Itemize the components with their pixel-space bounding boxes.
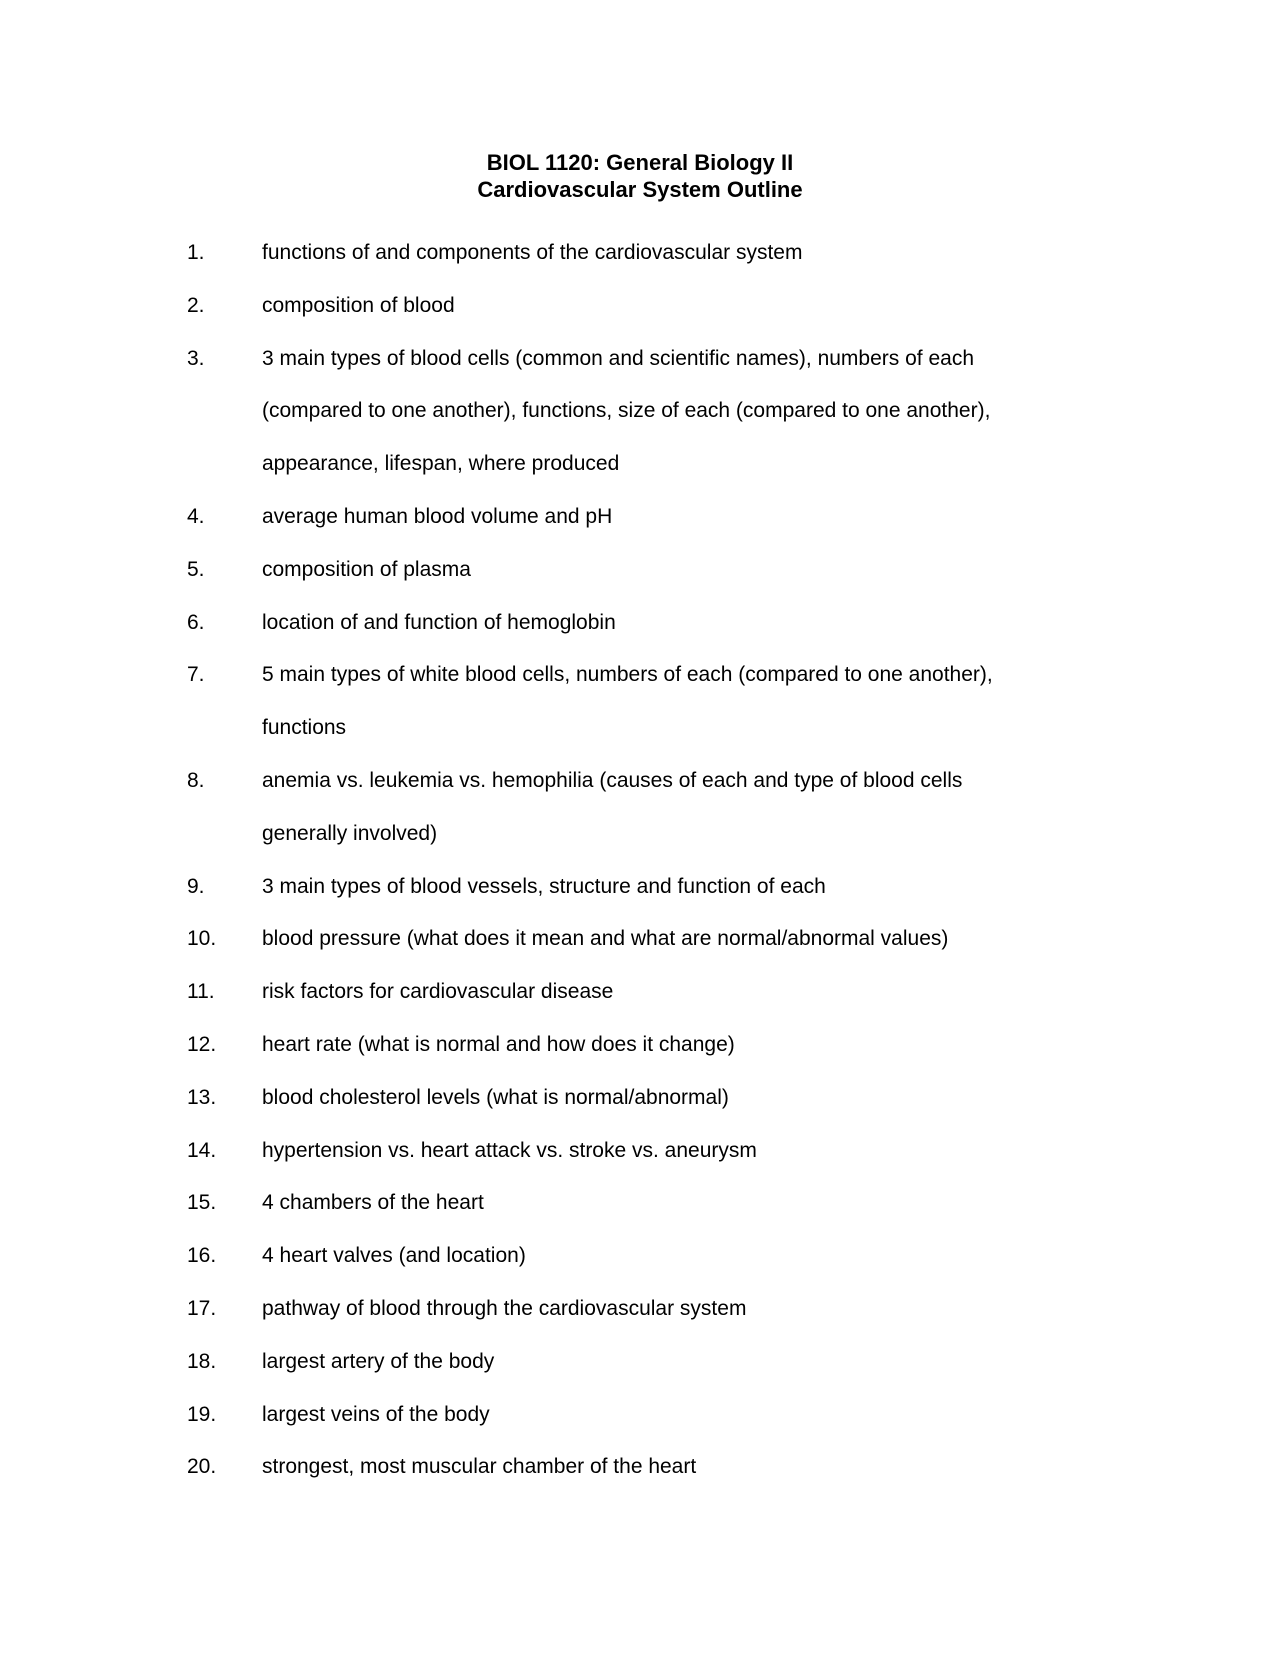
outline-item-text	[262, 280, 1082, 333]
outline-item-number: 14.	[187, 1138, 217, 1162]
outline-item	[0, 333, 1280, 491]
outline-item-number: 12.	[187, 1032, 217, 1056]
outline-item-text	[262, 1177, 1082, 1230]
outline-item-number: 20.	[187, 1455, 217, 1479]
outline-item	[0, 1336, 1280, 1389]
outline-item-text	[262, 333, 1082, 491]
outline-item-text	[262, 544, 1082, 597]
outline-item-number: 17.	[187, 1296, 217, 1320]
outline-item	[0, 227, 1280, 280]
outline-item-line: 3 main types of blood cells (common and scientific names), numbers of each	[262, 346, 975, 370]
outline-item-number: 10.	[187, 927, 217, 951]
outline-item-line: largest veins of the body	[262, 1402, 490, 1426]
outline-item-text	[262, 1336, 1082, 1389]
outline-item-line: hypertension vs. heart attack vs. stroke vs. aneurysm	[262, 1138, 757, 1162]
outline-item-line: (compared to one another), functions, size of each (compared to one another),	[262, 399, 991, 423]
outline-item	[0, 1283, 1280, 1336]
outline-item	[0, 1389, 1280, 1442]
outline-item-number: 9.	[187, 874, 205, 898]
outline-item-line: risk factors for cardiovascular disease	[262, 980, 614, 1004]
outline-list	[0, 227, 1280, 1494]
outline-item-line: blood pressure (what does it mean and what are normal/abnormal values)	[262, 927, 949, 951]
outline-item-text	[262, 597, 1082, 650]
outline-item	[0, 1072, 1280, 1125]
outline-item	[0, 280, 1280, 333]
outline-item-line: blood cholesterol levels (what is normal/abnormal)	[262, 1085, 729, 1109]
outline-item-text	[262, 1072, 1082, 1125]
outline-item-line: location of and function of hemoglobin	[262, 610, 616, 634]
outline-item-number: 18.	[187, 1349, 217, 1373]
outline-item-text	[262, 1389, 1082, 1442]
outline-item-line: strongest, most muscular chamber of the heart	[262, 1455, 697, 1479]
outline-item	[0, 913, 1280, 966]
outline-item-number: 7.	[187, 663, 205, 687]
outline-item-line: average human blood volume and pH	[262, 504, 613, 528]
outline-item-number: 16.	[187, 1244, 217, 1268]
outline-item	[0, 755, 1280, 861]
outline-item-number: 15.	[187, 1191, 217, 1215]
outline-item-number: 5.	[187, 557, 205, 581]
outline-item-number: 19.	[187, 1402, 217, 1426]
outline-item-line: largest artery of the body	[262, 1349, 495, 1373]
outline-item-number: 8.	[187, 768, 205, 792]
outline-item-line: 5 main types of white blood cells, numbers of each (compared to one another),	[262, 663, 993, 687]
outline-item-text	[262, 491, 1082, 544]
outline-item-number: 13.	[187, 1085, 217, 1109]
outline-item-number: 11.	[187, 980, 215, 1004]
outline-item	[0, 1125, 1280, 1178]
outline-item-line: heart rate (what is normal and how does it change)	[262, 1032, 735, 1056]
outline-item-line: 3 main types of blood vessels, structure and function of each	[262, 874, 826, 898]
outline-item-number: 3.	[187, 346, 205, 370]
outline-item	[0, 1019, 1280, 1072]
outline-item-text	[262, 966, 1082, 1019]
outline-item-text	[262, 913, 1082, 966]
outline-item-number: 2.	[187, 293, 205, 317]
outline-item-line: pathway of blood through the cardiovascular system	[262, 1296, 747, 1320]
outline-item-text	[262, 649, 1082, 755]
outline-item-text	[262, 1019, 1082, 1072]
outline-item-text	[262, 861, 1082, 914]
outline-item-text	[262, 1283, 1082, 1336]
outline-item	[0, 649, 1280, 755]
outline-item	[0, 1441, 1280, 1494]
outline-item-number: 1.	[187, 241, 205, 264]
outline-item-line: functions	[262, 716, 347, 740]
outline-item-line: anemia vs. leukemia vs. hemophilia (causes of each and type of blood cells	[262, 768, 963, 792]
outline-item-line: 4 heart valves (and location)	[262, 1244, 526, 1268]
outline-item	[0, 1177, 1280, 1230]
outline-item-text	[262, 227, 1082, 280]
outline-item-line: composition of plasma	[262, 557, 471, 581]
outline-item-number: 4.	[187, 504, 205, 528]
outline-item	[0, 491, 1280, 544]
course-title: BIOL 1120: General Biology II	[486, 150, 794, 175]
outline-item-text	[262, 1125, 1082, 1178]
outline-item-number: 6.	[187, 610, 205, 634]
outline-item	[0, 966, 1280, 1019]
outline-item-text	[262, 1230, 1082, 1283]
outline-item	[0, 544, 1280, 597]
outline-item-line: generally involved)	[262, 821, 438, 845]
outline-title: Cardiovascular System Outline	[477, 177, 803, 202]
outline-item-line: functions of and components of the cardiovascular system	[262, 241, 803, 264]
outline-item	[0, 861, 1280, 914]
outline-item	[0, 1230, 1280, 1283]
outline-item-text	[262, 1441, 1082, 1494]
outline-item-line: appearance, lifespan, where produced	[262, 452, 620, 476]
outline-item-line: 4 chambers of the heart	[262, 1191, 484, 1215]
outline-item-line: composition of blood	[262, 293, 455, 317]
outline-item	[0, 597, 1280, 650]
outline-item-text	[262, 755, 1082, 861]
